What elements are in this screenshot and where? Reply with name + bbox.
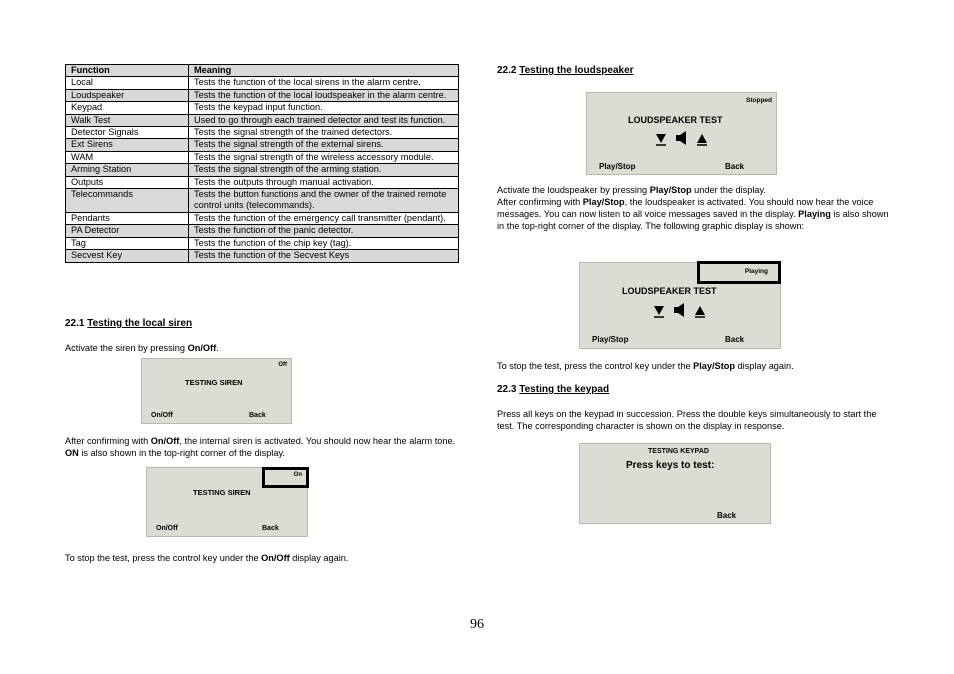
table-row (66, 102, 459, 114)
paragraph (497, 184, 892, 196)
lcd-status: On (293, 472, 302, 478)
table-cell-meaning: Tests the signal strength of the trained detectors. (189, 127, 459, 139)
table-header-row (66, 65, 459, 77)
text: To stop the test, press the control key under the (65, 553, 262, 563)
paragraph (497, 196, 893, 232)
table-cell-function: WAM (66, 151, 189, 163)
table-cell-meaning: Tests the function of the panic detector. (189, 225, 459, 237)
table-cell-function: Detector Signals (66, 127, 189, 139)
table-cell-function: Secvest Key (66, 250, 189, 262)
lcd-prompt: Press keys to test: (626, 460, 715, 471)
paragraph (497, 360, 892, 372)
bold-text: Playing (798, 209, 831, 219)
section-heading-22-1 (65, 318, 192, 329)
bold-text: On/Off (150, 436, 180, 446)
lcd-softkey-left: On/Off (156, 525, 178, 532)
table-cell-meaning: Tests the keypad input function. (189, 102, 459, 114)
status-highlight-box (262, 467, 309, 488)
table-row (66, 127, 459, 139)
text: To stop the test, press the control key under the (497, 361, 694, 371)
paragraph (65, 435, 460, 459)
section-number: 22.2 (497, 65, 517, 76)
bold-text: ON (65, 448, 79, 458)
table-cell-meaning: Tests the function of the local sirens in the alarm centre. (189, 77, 459, 89)
paragraph: Press all keys on the keypad in succession. Press the double keys simultaneously to start the test. The corresponding character is shown on the display in response. (497, 409, 877, 431)
lcd-title: TESTING SIREN (193, 488, 251, 497)
table-cell-function: Walk Test (66, 114, 189, 126)
table-cell-function: Tag (66, 237, 189, 249)
table-cell-function: Outputs (66, 176, 189, 188)
lcd-title: TESTING KEYPAD (648, 448, 709, 455)
text: . (216, 343, 219, 353)
table-cell-meaning: Tests the function of the local loudspeaker in the alarm centre. (189, 89, 459, 101)
page-number: 96 (470, 617, 484, 632)
table-cell-meaning: Tests the signal strength of the arming station. (189, 164, 459, 176)
paragraph (65, 552, 460, 564)
table-row (66, 189, 459, 213)
table-row (66, 151, 459, 163)
table-cell-meaning: Tests the function of the chip key (tag). (189, 237, 459, 249)
table-header-function: Function (66, 65, 189, 77)
lcd-softkey-right: Back (249, 412, 266, 419)
text: Activate the loudspeaker by pressing (497, 185, 650, 195)
bold-text: On/Off (187, 343, 217, 353)
section-heading-22-2 (497, 65, 634, 76)
table-row (66, 139, 459, 151)
text: display again. (289, 553, 349, 563)
lcd-title: LOUDSPEAKER TEST (628, 115, 723, 125)
bold-text: Play/Stop (649, 185, 692, 195)
status-highlight-box (697, 261, 781, 284)
bold-text: Play/Stop (693, 361, 735, 371)
text: Activate the siren by pressing (65, 343, 188, 353)
lcd-softkey-left: On/Off (151, 412, 173, 419)
text: display again. (734, 361, 794, 371)
text: After confirming with (65, 436, 151, 446)
paragraph (65, 342, 459, 354)
table-cell-function: Keypad (66, 102, 189, 114)
speaker-volume-icon (655, 131, 715, 147)
table-cell-meaning: Tests the signal strength of the external sirens. (189, 139, 459, 151)
text: , the internal siren is activated. You should now hear the alarm tone. (179, 436, 456, 446)
table-cell-meaning: Used to go through each trained detector and test its function. (189, 114, 459, 126)
lcd-status: Playing (744, 268, 768, 275)
table-row (66, 89, 459, 101)
lcd-softkey-right: Back (725, 162, 745, 171)
table-cell-meaning: Tests the button functions and the owner of the trained remote control units (telecommands). (189, 189, 459, 213)
section-title: Testing the loudspeaker (519, 65, 634, 76)
lcd-softkey-left: Play/Stop (592, 335, 629, 344)
lcd-display-loudspeaker-stopped (586, 92, 777, 175)
function-table (65, 64, 459, 263)
table-cell-meaning: Tests the function of the emergency call transmitter (pendant). (189, 212, 459, 224)
lcd-softkey-left: Play/Stop (599, 162, 636, 171)
table-row (66, 176, 459, 188)
table-cell-meaning: Tests the function of the Secvest Keys (189, 250, 459, 262)
text: , the loudspeaker is activated. You should now hear the voice messages. You can now listen to all voice messages saved in the display. (497, 197, 874, 219)
lcd-title: TESTING SIREN (185, 378, 243, 387)
lcd-status: Stopped (746, 97, 772, 104)
table-cell-meaning: Tests the outputs through manual activation. (189, 176, 459, 188)
table-row (66, 114, 459, 126)
text: is also shown in the top-right corner of the display. The following graphic display is shown: (497, 209, 889, 231)
section-title: Testing the local siren (87, 318, 193, 329)
volume-controls (655, 131, 715, 147)
lcd-display-keypad (579, 443, 771, 524)
text: under the display. (691, 185, 766, 195)
speaker-volume-icon (653, 303, 713, 319)
table-header-meaning: Meaning (189, 65, 459, 77)
lcd-title: LOUDSPEAKER TEST (622, 286, 717, 296)
section-number: 22.3 (497, 384, 517, 395)
table-cell-meaning: Tests the signal strength of the wireless accessory module. (189, 151, 459, 163)
volume-controls (653, 303, 713, 319)
section-title: Testing the keypad (519, 384, 610, 395)
table-row (66, 237, 459, 249)
table-cell-function: Ext Sirens (66, 139, 189, 151)
table-cell-function: Local (66, 77, 189, 89)
table-row (66, 250, 459, 262)
lcd-status: Off (278, 362, 287, 368)
table-row (66, 164, 459, 176)
table-row (66, 212, 459, 224)
bold-text: On/Off (261, 553, 290, 563)
bold-text: Play/Stop (582, 197, 625, 207)
section-heading-22-3 (497, 384, 609, 395)
lcd-softkey-right: Back (717, 511, 737, 520)
table-cell-function: Pendants (66, 212, 189, 224)
lcd-softkey-right: Back (262, 525, 279, 532)
table-cell-function: Telecommands (66, 189, 189, 213)
section-number: 22.1 (65, 318, 85, 329)
table-cell-function: Loudspeaker (66, 89, 189, 101)
table-cell-function: PA Detector (66, 225, 189, 237)
table-row (66, 77, 459, 89)
text: After confirming with (497, 197, 583, 207)
table-row (66, 225, 459, 237)
table-cell-function: Arming Station (66, 164, 189, 176)
lcd-softkey-right: Back (725, 335, 745, 344)
lcd-display-siren-off (141, 358, 292, 424)
text: is also shown in the top-right corner of the display. (78, 448, 285, 458)
